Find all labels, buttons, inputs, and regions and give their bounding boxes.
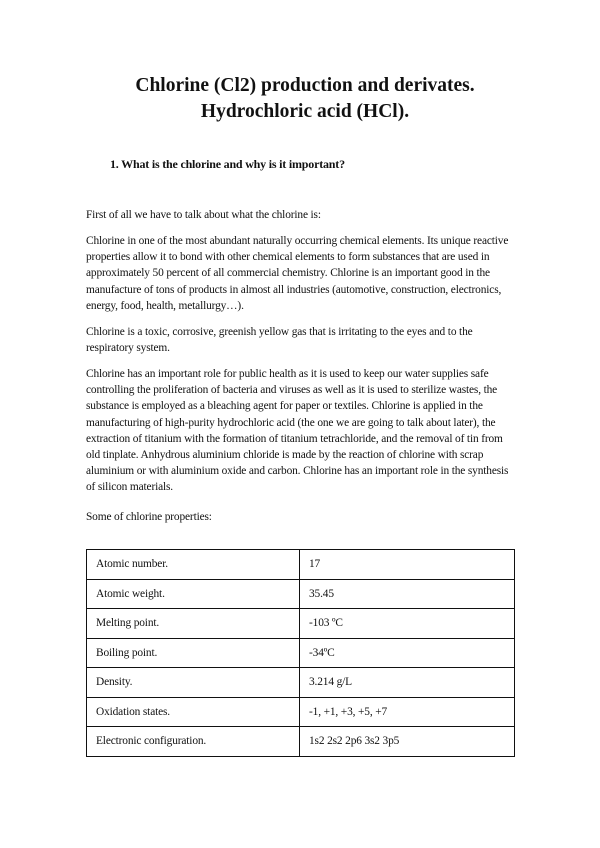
document-title [60,73,550,125]
section-heading: 1. What is the chlorine and why is it important? [110,157,345,171]
property-name: Boiling point. [87,638,300,668]
property-value: -34ºC [300,638,515,668]
property-name: Oxidation states. [87,697,300,727]
property-value: 35.45 [300,579,515,609]
property-value: 3.214 g/L [300,668,515,698]
property-name: Atomic number. [87,550,300,580]
table-row [87,550,515,580]
intro-paragraph: First of all we have to talk about what the chlorine is: [86,209,321,221]
property-name: Atomic weight. [87,579,300,609]
paragraph-chlorine-overview: Chlorine in one of the most abundant naturally occurring chemical elements. Its unique reactive properties allow it to bond with other chemical elements to form substances that are used in approximately 50 percent of all commercial chemistry. Chlorine is an important good in the manufacture of tons of products in almost all industries (automotive, construction, electronics, energy, food, health, metallurgy…). [86,235,509,312]
property-name: Electronic configuration. [87,727,300,757]
property-value: 17 [300,550,515,580]
title-line-1: Chlorine (Cl2) production and derivates. [135,75,475,96]
paragraph-chlorine-toxicity: Chlorine is a toxic, corrosive, greenish yellow gas that is irritating to the eyes and to the respiratory system. [86,326,473,355]
properties-table [86,549,515,757]
property-value: 1s2 2s2 2p6 3s2 3p5 [300,727,515,757]
title-line-2: Hydrochloric acid (HCl). [200,101,410,122]
table-row [87,609,515,639]
properties-intro: Some of chlorine properties: [86,511,212,523]
table-row [87,638,515,668]
property-name: Density. [87,668,300,698]
table-row [87,727,515,757]
property-name: Melting point. [87,609,300,639]
property-value: -103 ºC [300,609,515,639]
table-row [87,697,515,727]
property-value: -1, +1, +3, +5, +7 [300,697,515,727]
table-row [87,579,515,609]
table-row [87,668,515,698]
paragraph-chlorine-uses: Chlorine has an important role for public health as it is used to keep our water supplies safe controlling the proliferation of bacteria and viruses as well as it is used to sterilize wastes, the substance is employed as a bleaching agent for paper or textiles. Chlorine is applied in the manufacturing of high-purity hydrochloric acid (the one we are going to talk about later), the extraction of titanium with the formation of titanium tetrachloride, and the removal of tin from old tinplate. Anhydrous aluminium chloride is made by the reaction of chlorine with scrap aluminium or with aluminium oxide and carbon. Chlorine has an important role in the synthesis of silicon materials. [86,368,509,494]
